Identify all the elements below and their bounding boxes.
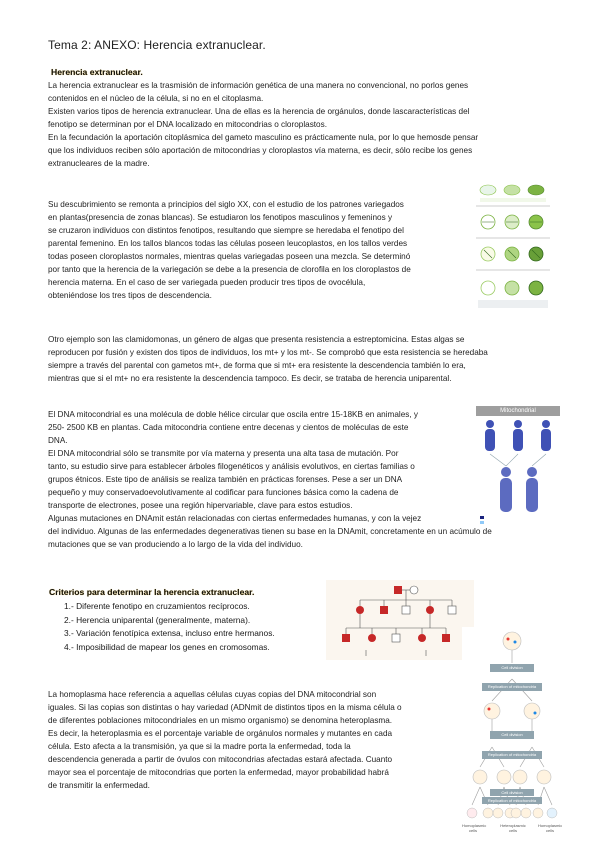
text-line: que los individuos reciben sólo aportación de mitocondrias y cloroplastos vía materna, es decir, sólo recibe los genes [48, 146, 473, 155]
plant-crosses-illustration [474, 176, 552, 312]
text-line: se cruzaron individuos con distintos fenotipos, resultando que siempre se heredaba el fenotipo del [48, 226, 404, 235]
text-line: tanto, su estudio sirve para establecer árboles filogenéticos y análisis evolutivos, en ciertas familias o [48, 462, 415, 471]
text-line: El DNA mitocondrial sólo se transmite por vía materna y presenta una alta tasa de mutación. Por [48, 449, 399, 458]
text-line: extranucleares de la madre. [48, 159, 150, 168]
paragraph-homoplasma [48, 688, 468, 792]
text-line: En la fecundación la aportación citoplásmica del gameto masculino es prácticamente nula, por lo que hemosde pensar [48, 133, 479, 142]
text-line: La herencia extranuclear es la trasmisión de información genética de una manera no convencional, no porlos genes [48, 81, 469, 90]
paragraph-intro [48, 79, 548, 170]
text-line: de diferentes poblaciones mitocondriales en un mismo organismo) se denomina heteroplasma. [48, 716, 393, 725]
tree-label: Cell division [490, 664, 534, 672]
bottom-label: Heteroplasmic cells [500, 823, 526, 833]
text-line: por tanto que la herencia de la variegación se debe a la presencia de clorofila en los cloroplastos de [48, 265, 411, 274]
figure-heteroplasmy-tree [462, 627, 562, 839]
text-line: DNA. [48, 436, 68, 445]
figure-variegation-crosses [474, 176, 552, 312]
text-line: Su descubrimiento se remonta a principios del siglo XX, con el estudio de los patrones variegados [48, 200, 404, 209]
text-line: El DNA mitocondrial es una molécula de doble hélice circular que oscila entre 15-18KB en animales, y [48, 410, 418, 419]
list-item: 1.- Diferente fenotipo en cruzamientos recíprocos. [64, 601, 250, 611]
text-line: 250- 2500 KB en plantas. Cada mitocondria contiene entre decenas y cientos de moléculas de este [48, 423, 409, 432]
text-line: obteniéndose los tres tipos de descendencia. [48, 291, 212, 300]
bottom-label: Homoplasmic cells [538, 823, 562, 833]
text-line: pequeño y muy conservadoevolutivamente al codificar para funciones básica como la cadena de [48, 488, 399, 497]
text-line: Es decir, la heteroplasmia es el porcentaje variable de orgánulos normales y mutantes en cada [48, 729, 393, 738]
tree-label: Replication of mitochondria [482, 751, 542, 759]
text-line: contenidos en el núcleo de la célula, si no en el citoplasma. [48, 94, 264, 103]
text-line: del individuo. Algunas de las enfermedades degenerativas tienen su base en la DNAmit, concretamente en un acúmulo de [48, 527, 492, 536]
text-line: iguales. Si las copias son distintas o hay variedad (ADNmit de distintos tipos en la misma célula o [48, 703, 402, 712]
list-item: 4.- Imposibilidad de mapear los genes en cromosomas. [64, 641, 270, 652]
heading-text: Criterios para determinar la herencia extranuclear. [49, 587, 255, 597]
text-line: mayor sea el porcentaje de mitocondrias que porten la enfermedad, mayor probabilidad habrá [48, 768, 389, 777]
text-line: siempre a través del parental con gametos mt+, de forma que si mt+ era resistente la descendencia también lo era, [48, 361, 466, 370]
text-line: grupos étnicos. Este tipo de análisis se realiza también en prácticas forenses. Pese a ser un DNA [48, 475, 403, 484]
section-heading-herencia [51, 67, 143, 77]
list-item: 3.- Variación fenotípica extensa, incluso entre hermanos. [64, 628, 275, 638]
text-line: de transmitir la enfermedad. [48, 781, 150, 790]
text-line: todas poseen cloroplastos normales, mientras quelas variegadas poseen una mezcla. Se determinó [48, 252, 411, 261]
text-line: fenotipo se determinan por el DNA localizado en mitocondrias o cloroplastos. [48, 120, 327, 129]
text-line: La homoplasma hace referencia a aquellas células cuyas copias del DNA mitocondrial son [48, 690, 377, 699]
heading-text: Herencia extranuclear. [51, 67, 143, 77]
text-line: mutaciones que se van produciendo a lo largo de la vida del individuo. [48, 540, 303, 549]
plant-row-2 [481, 215, 543, 229]
text-line: mientras que si el mt+ no era resistente la descendencia tampoco. Es decir, se trataba de herencia uniparental. [48, 374, 452, 383]
figure-mitochondrial-inheritance [476, 406, 560, 526]
text-line: Existen varios tipos de herencia extranuclear. Una de ellas es la herencia de orgánulos, donde lascaracterísticas del [48, 107, 470, 116]
page-title: Tema 2: ANEXO: Herencia extranuclear. [48, 38, 266, 52]
paragraph-dna-mitocondrial [48, 408, 548, 551]
text-line: Otro ejemplo son las clamidomonas, un género de algas que presenta resistencia a estreptomicina. Estas algas se [48, 335, 465, 344]
text-line: reproducen por fusión y existen dos tipos de individuos, los mt+ y los mt-. Se comprobó que esta resistencia se heredaba [48, 348, 488, 357]
text-line: en plantas(presencia de zonas blancas). Se estudiaron los fenotipos masculinos y femeninos y [48, 213, 393, 222]
text-line: parental femenino. En los tallos blancos todas las células poseen leucoplastos, en los tallos verdes [48, 239, 408, 248]
text-line: transporte de electrones, posee una región hipervariable, clave para estos estudios. [48, 501, 353, 510]
text-line: Algunas mutaciones en DNAmit están relacionadas con ciertas enfermedades humanas, y con la vejez [48, 514, 422, 523]
plant-row-4 [478, 281, 548, 308]
list-item: 2.- Herencia uniparental (generalmente, materna). [64, 614, 251, 625]
figure-title: Mitochondrial [476, 406, 560, 416]
criteria-list [64, 600, 275, 654]
tree-label: Cell division [490, 789, 534, 796]
paragraph-variegation [48, 198, 468, 302]
tree-label: Replication of mitochondria [482, 683, 542, 691]
plant-row-3 [481, 247, 543, 261]
section-heading-criterios [49, 587, 254, 597]
text-line: herencia materna. En el caso de ser variegada pueden producir tres tipos de ovocélula, [48, 278, 366, 287]
tree-label: Replication of mitochondria [482, 797, 542, 804]
pedigree-silhouettes [476, 416, 560, 526]
bottom-label: Homoplasmic cells [462, 823, 487, 833]
plant-row-1 [480, 185, 546, 202]
figure-pedigree [326, 580, 474, 660]
paragraph-clamidomonas [48, 333, 548, 385]
tree-label: Cell division [490, 731, 534, 739]
text-line: descendencia generada a partir de óvulos con mitocondrias afectadas estará afectada. Cuanto [48, 755, 393, 764]
text-line: célula. Esto afecta a la transmisión, ya que si la madre porta la enfermedad, toda la [48, 742, 351, 751]
pedigree-chart [326, 580, 474, 660]
